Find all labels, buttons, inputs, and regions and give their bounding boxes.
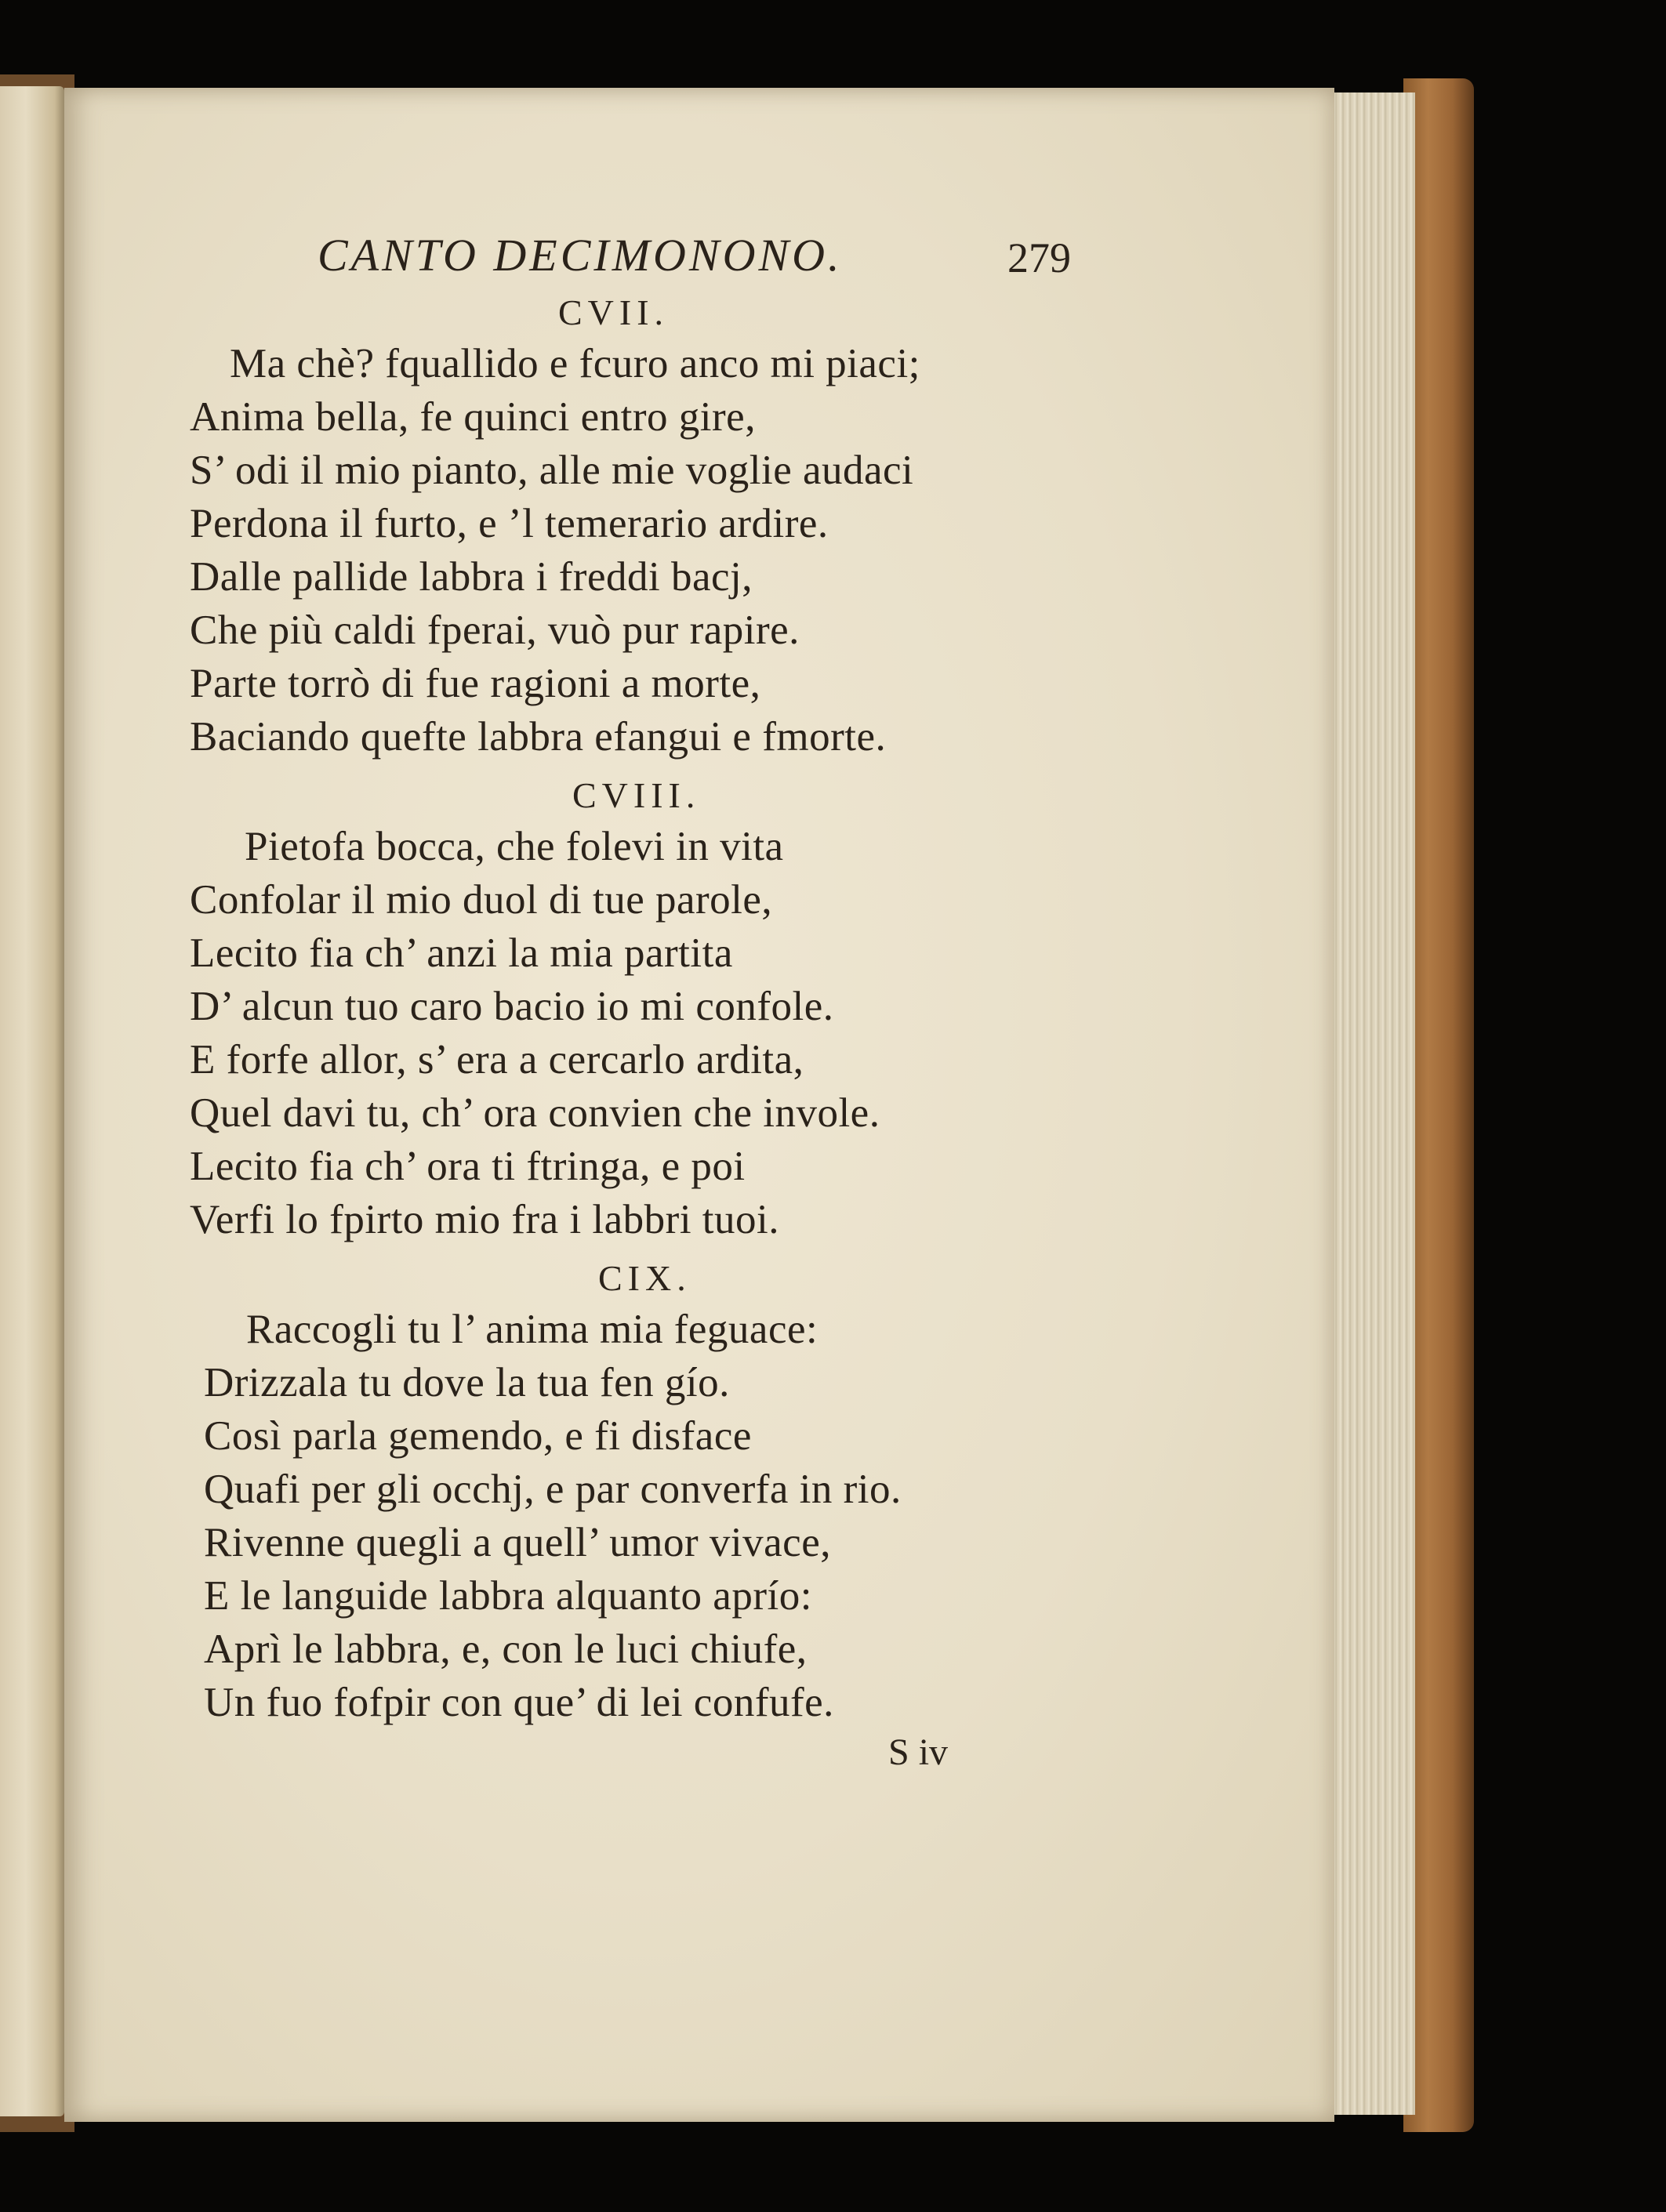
- verse-line: Un fuo fofpir con que’ di lei confufe.: [204, 1680, 834, 1725]
- verse-line: Confolar il mio duol di tue parole,: [190, 877, 773, 923]
- left-page-edge: [0, 86, 64, 2116]
- verse-line: Anima bella, fe quinci entro gire,: [190, 394, 756, 440]
- verse-line: Lecito fia ch’ anzi la mia partita: [190, 930, 733, 976]
- verse-line: Aprì le labbra, e, con le luci chiufe,: [204, 1626, 808, 1672]
- stanza-number: CVIII.: [572, 775, 701, 815]
- verse-line: Pietofa bocca, che folevi in vita: [245, 824, 784, 869]
- verse-line: Lecito fia ch’ ora ti ftringa, e poi: [190, 1144, 746, 1189]
- verse-line: Così parla gemendo, e fi disface: [204, 1413, 752, 1459]
- verse-line: Rivenne quegli a quell’ umor vivace,: [204, 1520, 831, 1565]
- verse-line: E le languide labbra alquanto aprío:: [204, 1573, 812, 1619]
- verse-line: Quel davi tu, ch’ ora convien che invole.: [190, 1090, 880, 1136]
- verse-line: E forfe allor, s’ era a cercarlo ardita,: [190, 1037, 804, 1082]
- verse-line: Parte torrò di fue ragioni a morte,: [190, 661, 761, 706]
- verse-line: Quafi per gli occhj, e par converfa in rio.: [204, 1467, 902, 1512]
- running-title: CANTO DECIMONONO.: [318, 230, 843, 281]
- verse-line: Dalle pallide labbra i freddi bacj,: [190, 554, 753, 600]
- verse-line: Drizzala tu dove la tua fen gío.: [204, 1360, 730, 1405]
- verse-line: Perdona il furto, e ’l temerario ardire.: [190, 501, 829, 546]
- signature-mark: S iv: [888, 1732, 949, 1773]
- verse-line: Verfi lo fpirto mio fra i labbri tuoi.: [190, 1197, 779, 1242]
- verse-line: Che più caldi fperai, vuò pur rapire.: [190, 607, 800, 653]
- stanza-number: CVII.: [558, 292, 670, 332]
- verse-line: Ma chè? fquallido e fcuro anco mi piaci;: [230, 341, 920, 386]
- verse-line: Raccogli tu l’ anima mia feguace:: [246, 1307, 818, 1352]
- verse-line: D’ alcun tuo caro bacio io mi confole.: [190, 984, 834, 1029]
- verse-line: Baciando quefte labbra efangui e fmorte.: [190, 714, 887, 760]
- page-number: 279: [1007, 234, 1071, 281]
- verse-line: S’ odi il mio pianto, alle mie voglie audaci: [190, 448, 914, 493]
- stanza-number: CIX.: [598, 1258, 691, 1298]
